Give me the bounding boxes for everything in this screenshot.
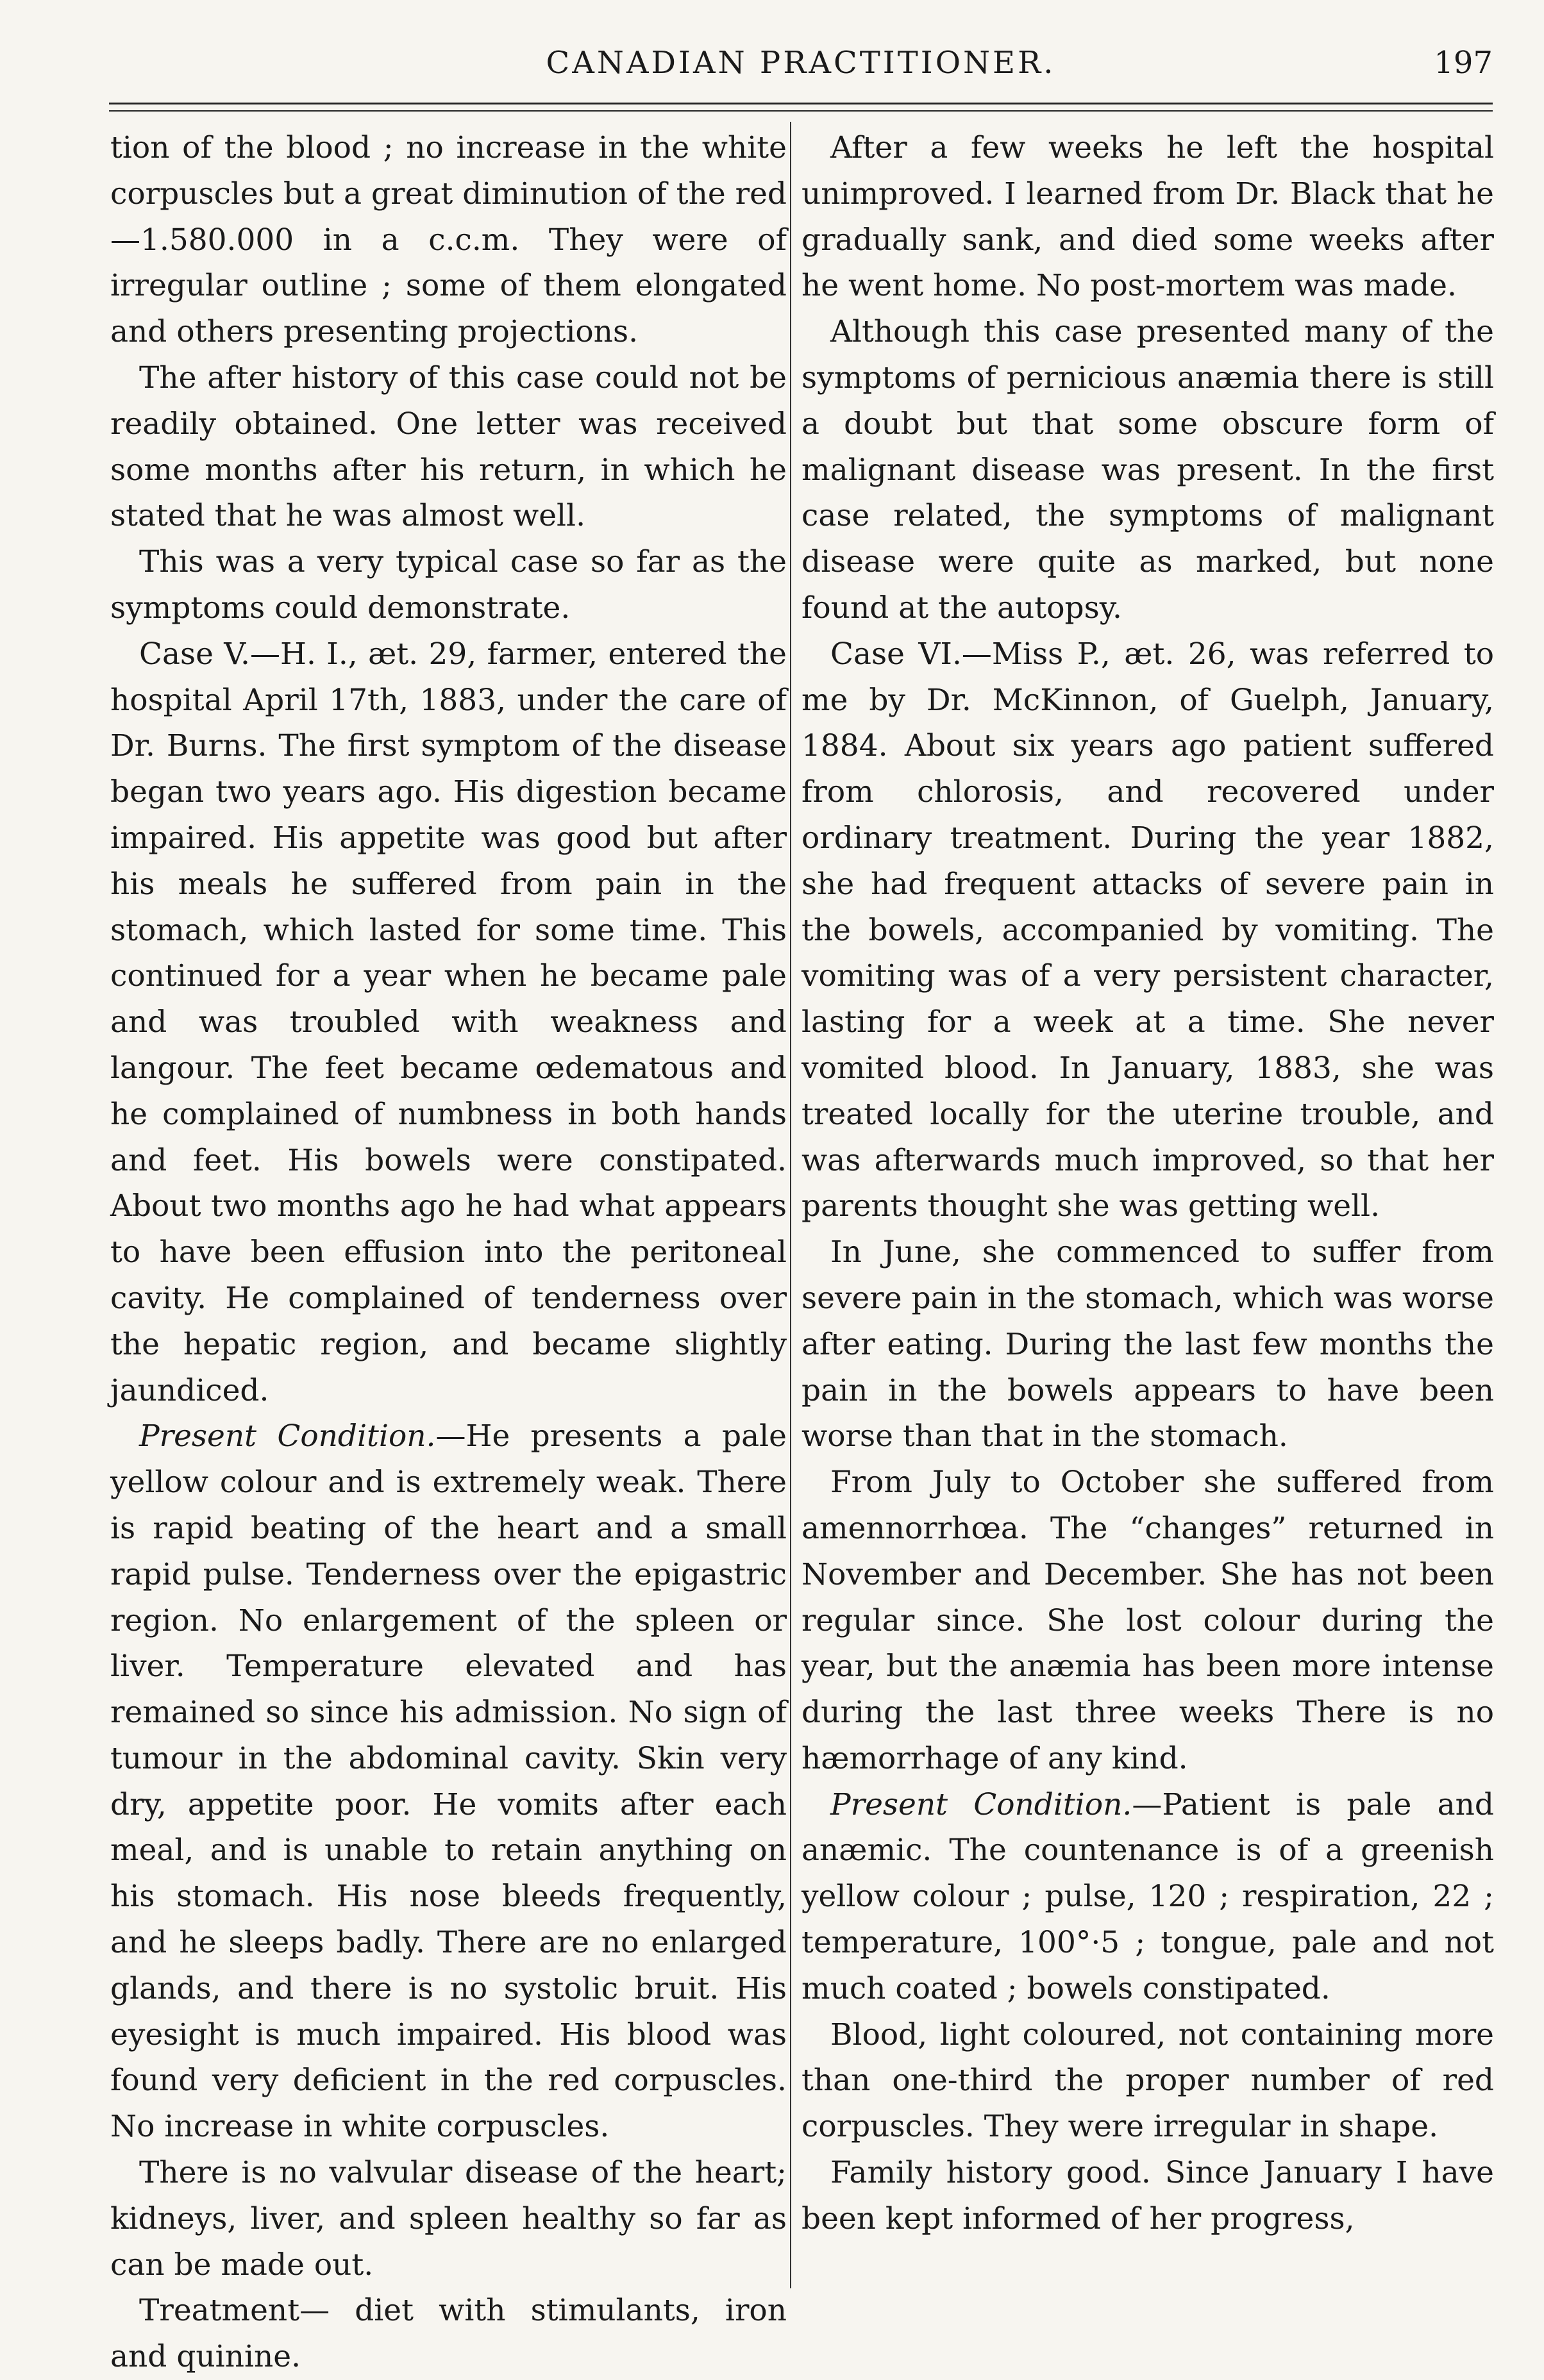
- paragraph: Treatment— diet with stimulants, iron and quinine.: [110, 2293, 787, 2375]
- left-column: [110, 125, 787, 2375]
- column-divider: [790, 122, 791, 2288]
- right-column: [801, 125, 1494, 2298]
- paragraph-lead: Present Condition.: [139, 1419, 436, 1454]
- paragraph: [801, 1782, 1494, 2012]
- header-rule-thin: [109, 110, 1493, 112]
- paragraph-lead: Present Condition.: [830, 1786, 1132, 1822]
- paragraph: Blood, light coloured, not containing more than one-third the proper number of red corpuscles. They were irregular in shape.: [801, 2017, 1494, 2145]
- header-rule: [109, 103, 1493, 104]
- paragraph: This was a very typical case so far as the symptoms could demonstrate.: [110, 544, 787, 626]
- page-number: 197: [1434, 45, 1493, 81]
- paragraph: In June, she commenced to suffer from severe pain in the stomach, which was worse after eating. During the last few months the pain in the bowels appears to have been worse than that in the stomach.: [801, 1235, 1494, 1454]
- paragraph: After a few weeks he left the hospital unimproved. I learned from Dr. Black that he gradually sank, and died some weeks after he went home. No post-mortem was made.: [801, 130, 1494, 304]
- paragraph: Case V.—H. I., æt. 29, farmer, entered the hospital April 17th, 1883, under the care of Dr. Burns. The first symptom of the disease began two years ago. His digestion became impaired. His appetite was good but after his meals he suffered from pain in the stomach, which lasted for some time. This continued for a year when he became pale and was troubled with weakness and langour. The feet became œdematous and he complained of numbness in both hands and feet. His bowels were constipated. About two months ago he had what appears to have been effusion into the peritoneal cavity. He complained of tenderness over the hepatic region, and became slightly jaundiced.: [110, 636, 787, 1408]
- paragraph: [110, 1413, 787, 2150]
- paragraph: Case VI.—Miss P., æt. 26, was referred to me by Dr. McKinnon, of Guelph, January, 1884. About six years ago patient suffered from chlorosis, and recovered under ordinary treatment. During the year 1882, she had frequent attacks of severe pain in the bowels, accompanied by vomiting. The vomiting was of a very persistent character, lasting for a week at a time. She never vomited blood. In January, 1883, she was treated locally for the uterine trouble, and was afterwards much improved, so that her parents thought she was getting well.: [801, 636, 1494, 1224]
- paragraph: From July to October she suffered from amennorrhœa. The “changes” returned in November and December. She has not been regular since. She lost colour during the year, but the anæmia has been more intense during the last three weeks There is no hæmorrhage of any kind.: [801, 1465, 1494, 1776]
- paragraph: tion of the blood ; no increase in the white corpuscles but a great diminution of the red—1.580.000 in a c.c.m. They were of irregular outline ; some of them elongated and others presenting projections.: [110, 130, 787, 350]
- paragraph: Family history good. Since January I have been kept informed of her progress,: [801, 2155, 1494, 2236]
- running-header: [109, 45, 1493, 96]
- paragraph-text: —He presents a pale yellow colour and is extremely weak. There is rapid beating of the heart and a small rapid pulse. Tenderness over the epigastric region. No enlargement of the spleen or liver. Temperature elevated and has remained so since his admission. No sign of tumour in the abdominal cavity. Skin very dry, appetite poor. He vomits after each meal, and is unable to retain anything on his stomach. His nose bleeds frequently, and he sleeps badly. There are no enlarged glands, and there is no systolic bruit. His eyesight is much impaired. His blood was found very deficient in the red corpuscles. No increase in white corpuscles.: [110, 1419, 787, 2145]
- paragraph: There is no valvular disease of the heart; kidneys, liver, and spleen healthy so far as can be made out.: [110, 2155, 787, 2283]
- journal-title: CANADIAN PRACTITIONER.: [546, 45, 1056, 81]
- paragraph: The after history of this case could not be readily obtained. One letter was received some months after his return, in which he stated that he was almost well.: [110, 360, 787, 534]
- paragraph: Although this case presented many of the symptoms of pernicious anæmia there is still a doubt but that some obscure form of malignant disease was present. In the first case related, the symptoms of malignant disease were quite as marked, but none found at the autopsy.: [801, 314, 1494, 626]
- paragraph-text: —Patient is pale and anæmic. The countenance is of a greenish yellow colour ; pulse, 120 ; respiration, 22 ; temperature, 100°·5 ; tongue, pale and not much coated ; bowels constipated.: [801, 1786, 1494, 2006]
